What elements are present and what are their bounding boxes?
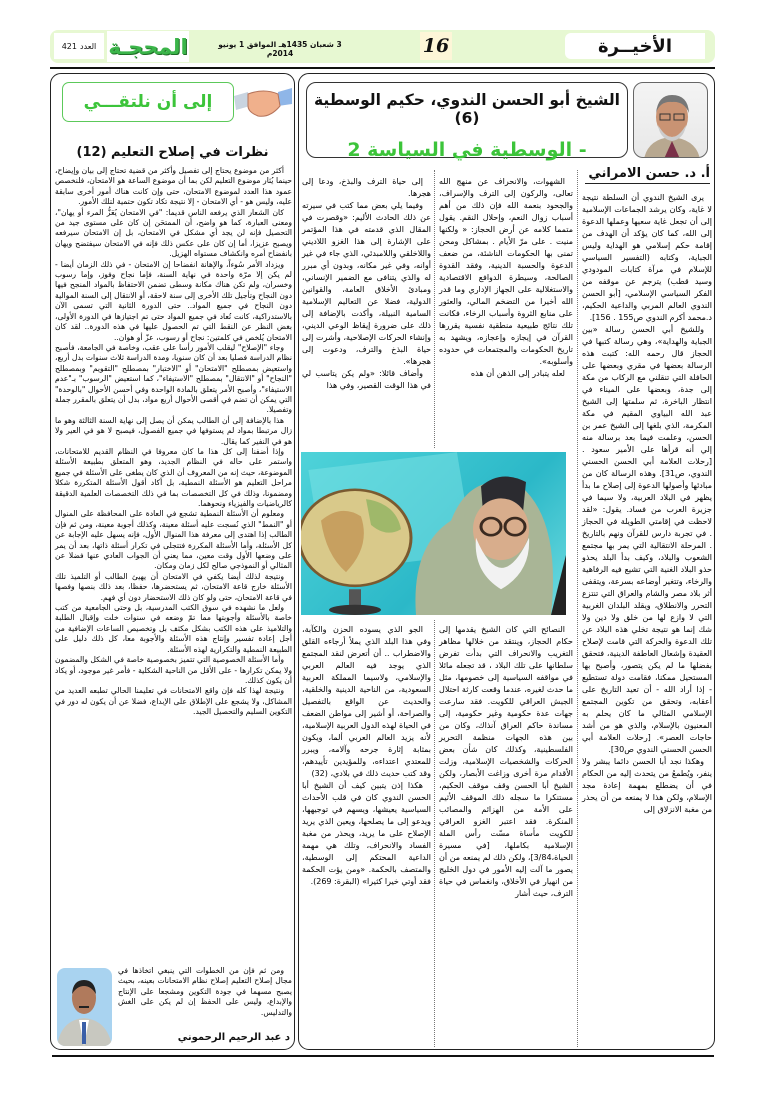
paragraph: وجاء "الإصلاح" ليقلب الأمور رأسا على عقب، وخاصة في الجامعة، فأصبح نظام الدراسة فصليا بعد أن كان سنويا، ومدة الدراسة ثلاث سنوات بدل أربع، واستعيض بمصطلح "الامتحان" أو "الاختبار" بمصطلح "التقويم" وبمصطلح "النجاح" أو "الانتقال" بمصطلح "الاستيفاء"، كما استعيض "الرسوب" بـ"عدم الاستيفاء"، وأصبح الأمر يتعلق بالمادة الواحدة وفي أحسن الأحوال "بالوحدة" التي يمكن أن تضم في أقصى الأحوال أربع مواد، بدل أن يتعلق بالمقرر جملة وتفصيلا. (55, 342, 292, 415)
footer-divider (52, 1055, 714, 1057)
paragraph: ومعلوم أن الأسئلة النمطية تشجع في العادة على المحافظة على المنوال أو "النمط" الذي نُسجت عليه أسئلة معينة، وكذلك أجوبة معينة، ومن ثم فإن الطالب إذا اهتدى إلى معرفة هذا المنوال الأول، فإنه يسهل عليه الإجابة عن كل الأسئلة، وأما الأسئلة المكررة فتتجلى في تكرار أسئلة ذاتها، بعد أن يمر على وضعها الأول وقت معين، مما يعني أن الجواب العادي عنها فضلا عن المثالي أو النموذجي صالح لكل زمان ومكان. (55, 509, 292, 571)
article-column-midleft-bottom (302, 624, 431, 888)
columnist-name: د عبد الرحيم الرحموني (177, 1032, 290, 1043)
paragraph: الجو الذي يسوده الحزن والكآبة، وفي هذا البلد الذي يملأ أرجاءه القلق والاضطراب .. أن أتعرض لنقد المجتمع الذي يوجد فيه العالم العربي والإسلامي، ولاسيما المملكة العربية السعودية، من الناحية الدينية والخلقية، والحديث عن الواقع بالتفصيل والصراحة، أو أشير إلى مواطن الضعف في الحياة لهذه الدول العربية الإسلامية، لأنه يزيد العالم العربي ألما، ويكون بمثابة إثارة جرحه وآلامه، ويبرر للمعتدي اعتداءه، وللمؤيدين تأييدهم، وقد كتب حديث ذلك في بلادي، (32) (302, 625, 431, 778)
newspaper-logo: المحجـة (107, 31, 189, 62)
paragraph: يرى الشيخ الندوي أن السلطة نتيجة لا غاية، وكان يرشد الجماعات الإسلامية إلى أن تجعل غاية سعيها وعملها الدعوة إلى الله، كما كان يؤكد أن الهدف من إقامة حكم إسلامي هو الهداية وليس الجباية، وكتابه (التفسير السياسي للإسلام في مرآة كتابات المودودي وسيد قطب) يترجم عن موقفه من الفكر السياسي الإسلامي، [أبو الحسن الندوي العالم المربي والداعية الحكيم، د.محمد أكرم الندوي ص155 . 156]. (582, 193, 712, 322)
issue-label: العدد (80, 41, 97, 51)
column-divider (434, 620, 435, 1047)
sheikh-photo (301, 452, 566, 615)
paragraph: وإذا أضفنا إلى كل هذا ما كان معروفا في النظام القديم للامتحانات، واستمر على حاله في النظام الجديد، وهو المتعلق بطبيعة الأسئلة الموضوعة، حيث إنه من المعروف أن الذي كان يطغى على الأسئلة في جميع مراحل التعليم هو الأسئلة النمطية، بل أكاد أقول الأسئلة المتكررة شكلا ومضمونا، وذلك في كل التخصصات بما في ذلك التخصصات العلمية الدقيقة كالرياضيات والفيزياء ونحوهما. (55, 446, 292, 508)
column-divider (577, 170, 578, 1047)
article-column-right (582, 192, 712, 816)
paragraph: هذا بالإضافة إلى أن الطالب يمكن أن يصل إلى نهاية السنة الثالثة وهو ما زال مرتبطا بمواد لم يستوفها في جميع الفصول، فيصبح لا هو في العير ولا هو في النفير كما يقال. (55, 415, 292, 446)
page-number: 16 (420, 32, 452, 60)
article-column-midright-top (439, 176, 573, 380)
section-name: الأخيــرة (565, 33, 705, 59)
paragraph: وفيما يلي بعض مما كتب في سيرته عن ذلك الحادث الأليم: «وقصرت في المقال الذي قدمته في هذا المؤتمر على الإشارة إلى هذا الغزو اللاديني واللاخلقي واللامبدئي، الذي جاء في غير أوانه، وفي غير مكانه، وبدون أي مبرر له والذي يتنافى مع الضمير الإنساني، ومبادئ الأخلاق العامة، والقوانين الدولية، فضلا عن التعاليم الإسلامية السامية النبيلة، وأكدت بالإضافة إلى ذلك على ضرورة إيقاظ الوعي الديني، وإنشاء الحركات الإصلاحية، وأشرت إلى حياة البذخ والترف، ودعوت إلى هجرها». (302, 201, 431, 366)
paragraph: ويزداد الأمر سُوءاً، والإهانة انفضاحا إن الامتحان - في ذلك الزمان أيضا - لم يكن إلا مرّة واحدة في نهاية السنة، فإما نجاح وفوز، وإما رسوب وخسران، ولم تكن هناك مكانة وسطى تضمن الاحتفاظ بالمواد المنجح فيها دون النجاح وتأجيل تلك الأخرى إلى سنة لاحقة، أو الانتقال إلى السنة الموالية دون النجاح في جميع المواد.. حتى الدورة الثانية التي تسمى الآن بالاستدراكية، كانت تُعاد في جميع المواد حتى تم اجتيازها في الدورة الأولى، بغض النظر عن النقط التي تم الحصول عليها في هذه الدورة.. لقد كان الامتحان يُلخص في كلمتين: نجاح أو رسوب، عزّ أو هوان.. (55, 259, 292, 342)
article-column-midright-bottom (439, 624, 573, 900)
column-body-end (118, 966, 292, 1018)
paragraph: أكثر من موضوع يحتاج إلى تفصيل وأكثر من قضية تحتاج إلى بيان وإيضاح، حينما يُثار موضوع التعليم لكن بما أن موضوع الساعة هو الامتحان، فلنخصص عمود هذا العدد لموضوع الامتحان، حتى وإن كانت هناك أمور أخرى سابقة عليه، وليس هو - أي الامتحان - إلا نتيجة تكاد تكون حتمية لتلك الأمور. (55, 166, 292, 207)
paragraph: إلى حياة الترف والبذخ، ودعا إلى هجرها. (302, 177, 431, 198)
issue-number: 421 (61, 41, 77, 51)
article-title-box (306, 82, 628, 161)
column-body (55, 166, 292, 718)
paragraph: لعله يتبادر إلى الذهن أن هذه (470, 369, 565, 378)
paragraph: النصائح التي كان الشيخ يقدمها إلى حكام الحجاز، وينتقد من خلالها مظاهر التغريب والانحراف التي بدأت تفرض سلطانها على تلك البلاد ، قد تجعله مائلا في مواقفه السياسية إلى خصومها، مثل ما حدث لغيره، عندما وقعت كارثة احتلال الجيش العراقي للكويت. فقد سارعت جهات عدة حكومية وغير حكومية، إلى مساندة حاكم العراق آنذاك، وكان من بين هذه الجهات منظمة التحرير الفلسطينية، وكذلك كان شأن بعض الحركات والشخصيات الإسلامية، وزلت الأقدام مرة أخرى وزاغت الأبصار، ولكن الشيخ أبا الحسن وقف موقف الحكيم، مستنكرا ما سجله ذلك الموقف الأثيم على الأمة من الهزائم والمصائب المنكرة. فقد اعتبر الغزو العراقي للكويت مأساة مسّت رأس الملة الإسلامية بكاملها، [في مسيرة الحياة،3/84]، ولكن ذلك لم يمنعه من أن يصور ما آلت إليه الأمور في دول الخليج من انهيار في الأخلاق، وانغماس في حياة الترف، حيث أشار (439, 625, 573, 898)
paragraph: ولعل ما نشهده في سوق الكتب المدرسية، بل وحتى الجامعية من كتب خاصة بالأسئلة وأجوبتها مما تمّ وضعه في سنوات خلت وإقبال الطلبة والتلاميذ على هذه الكتب بشكل مكثف بل وتخصيص الساعات الإضافية من أجل إعادة تفسير وإنتاج هذه الأسئلة والأجوبة معا، كل ذلك دليل على الطبيعة النمطية والتكرارية لهذه الأسئلة. (55, 603, 292, 654)
columnist-photo (57, 968, 112, 1046)
column-divider (434, 170, 435, 448)
paragraph: كان الشعار الذي يرفعه الناس قديما: "في الامتحان يُعَزُّ المرء أو يهان"، ومعنى العبارة، كما هو واضح، أن الممتحَن إن كان على مستوى جيد من التحصيل فإنه لن يجد أي مشكل في الامتحان، بل إن الامتحان سيرفعه ويصبح عزيزا، أما إن كان على عكس ذلك فإنه في الامتحان سيفتضح ويهان بانفضاح أمره وانكشاف مستواه الهزيل. (55, 207, 292, 259)
author-photo (633, 82, 708, 158)
paragraph: هكذا إذن يتبين كيف أن الشيخ أبا الحسن الندوي كان في قلب الأحداث السياسية يعيشها، ويسهم في توجيهها، ويدعو إلى ما يصلحها، ويعين الذي يريد الإصلاح على ما يريد، ويحذر من مغبة الفساد والانحراف، وتلك هي مهمة الداعية المحتكم إلى الوسطية، والمتصف بالحكمة. «ومن يؤت الحكمة فقد أوتي خيرا كثيرا» (البقرة: 269). (302, 781, 431, 886)
paragraph: وهكذا نجد أبا الحسن دائما يبشر ولا ينفر، ويُطمعُ من يتحدث إليه من الحكام في أن يضطلع بمهمة إعادة مجد الإسلام، ولكن هذا لا يمنعه من أن يحذر من مغبة الانزلاق إلى (582, 757, 712, 814)
handshake-icon (234, 82, 292, 120)
paragraph: الشهوات، والانحراف عن منهج الله تعالى، والركون إلى الترف والإسراف، والجحود بنعمة الله فإن ذلك من أهم أسباب زوال النعم، وإحلال النقم. يقول متمما كلامه عن أرض الحجاز: « ولكنها منيت . على مرّ الأيام . بمشاكل ومحن تمنى بها الحكومات الناشئة، من ضعف الدعوة والحسبة الدينية، وفقد القدوة الصالحة، وسيطرة الدوافع الاقتصادية والاستغلالية على الجهاز الإداري وما قدر الله أخيرا من التضخم المالي، والعثور على منابع الثروة وأسباب الرخاء، فكانت تلك نتائج طبيعية منطقية نفسية يقررها القرآن في إيجازه وإعجازه، ويشهد به تاريخ الحكومات والمجتمعات في حدوده وأسلوبه». (439, 177, 573, 366)
article-title: الشيخ أبو الحسن الندوي، حكيم الوسطية (6) (314, 91, 620, 127)
paragraph: وللشيخ أبي الحسن رسالة «بين الجباية والهداية»، وهي رسالة كتبها في الحجاز قال رحمه الله: كتبت هذه الرسالة بعضها في مقري وبعضها على الحافلة التي تنقلني مع الركاب من مكة إلى جدة، وبعضها على الميناء في انتظار الباخرة، ثم سلمتها إلى الشيخ عبد الله البياوي المقيم في مكة المكرمة، الذي بلغها إلى الشيخ عمر بن الحسن، وعلمت فيما بعد برسالة منه إلي أنه قرأها على الأمير سعود . [رحلات العلامة أبي الحسن الحسني الندوي، ص31]. وهذه الرسالة كان من مبادئها وأصولها الدعوة إلى إصلاح ما بدأ يظهر في البلاد العربية، ولا سيما في جزيرة العرب من فساد. يقول: «لقد لاحظت في إقامتي الطويلة في الحجاز . في تجربة دارس للقرآن ونهم بالتاريخ . المرحلة الانتقالية التي يمر بها مجتمع الشعوب والبلاد، وكيف بدأ البلد يحذو حذو البلاد الغنية التي تشيع فيه الرفاهية والرخاء، وتتغير أوضاعه بسرعة، ويتقفى أثر بلاد مصر والشام والعراق التي تنتزع التحرر والانطلاق، ويقلد البلدان الغربية التي لا وازع لها من خلق ولا دين ولا شك إنما هو نتيجة تخلي هذه البلاد عن تلك الدعوة والحركة التي قامت لإصلاح العقيدة وإشعال العاطفة الدينية، فتحقق بفضلها ما لم يكن يتصور، وأصبح بها المستحيل ممكنا، فقامت دولة تستطيع - إذا أراد الله - أن تعيد التاريخ على أعقابه، وتحقق من تكوين المجتمع الإسلامي المثالي ما كان يحلم به المعنيون بالإسلام، والذي هو من أشد حاجات العصر». [رحلات العلامة أبي الحسن الحسني الندوي ص30]. (582, 325, 712, 754)
column-label-box: إلى أن نلتقـــي (62, 82, 234, 122)
paragraph: ونتيجة لذلك أيضا يكفي في الامتحان أن يهيئ الطالب أو التلميذ تلك الأسئلة خارج قاعة الامتحان، ثم يستحضرها، حفظا، بعد ذلك بنصها وفصها في قاعة الامتحان، حتى ولو كان ذلك الاستحضار دون أي فهم. (55, 571, 292, 602)
header-divider (50, 67, 715, 69)
paragraph: وأضاف قائلا: «ولم يكن يتاسب لي في هذا الوقت القصير، وفي هذا (302, 369, 431, 390)
article-column-midleft-top (302, 176, 431, 392)
issue-box (54, 33, 104, 59)
article-author: أ. د. حسن الامراني (585, 166, 710, 184)
article-subtitle: - الوسطية في السياسة 2 (347, 139, 587, 161)
paragraph: ومن ثم فإن من الخطوات التي ينبغي اتخاذها في مجال إصلاح التعليم إصلاح نظام الامتحانات بعينه، بحيث يصبح مسهما في جودة التكوين ومشجعا على الإنتاج والإبداع، وليس على الحفظ إن لم يكن على الغش والتدليس. (118, 966, 292, 1017)
issue-date: 3 شعبان 1435هـ الموافق 1 يونيو 2014م (218, 40, 342, 58)
paragraph: وأما الأسئلة الخصوصية التي تتميز بخصوصية خاصة في الشكل والمضمون ولا يمكن تكرارها - على الأقل من الناحية الشكلية - فأمر غير موجود، أو يكاد أن يكون كذلك. (55, 655, 292, 685)
paragraph: ونتيجة لهذا كله فإن واقع الامتحانات في تعليمنا الحالي تطبعه العديد من المشاكل، ولا يشجع على الإطلاق على الإبداع، فضلا عن أن يكون له دور في التكوين السليم والتحصيل الجيد. (55, 686, 292, 717)
column-title: نظرات في إصلاح التعليم (12) (76, 145, 269, 160)
